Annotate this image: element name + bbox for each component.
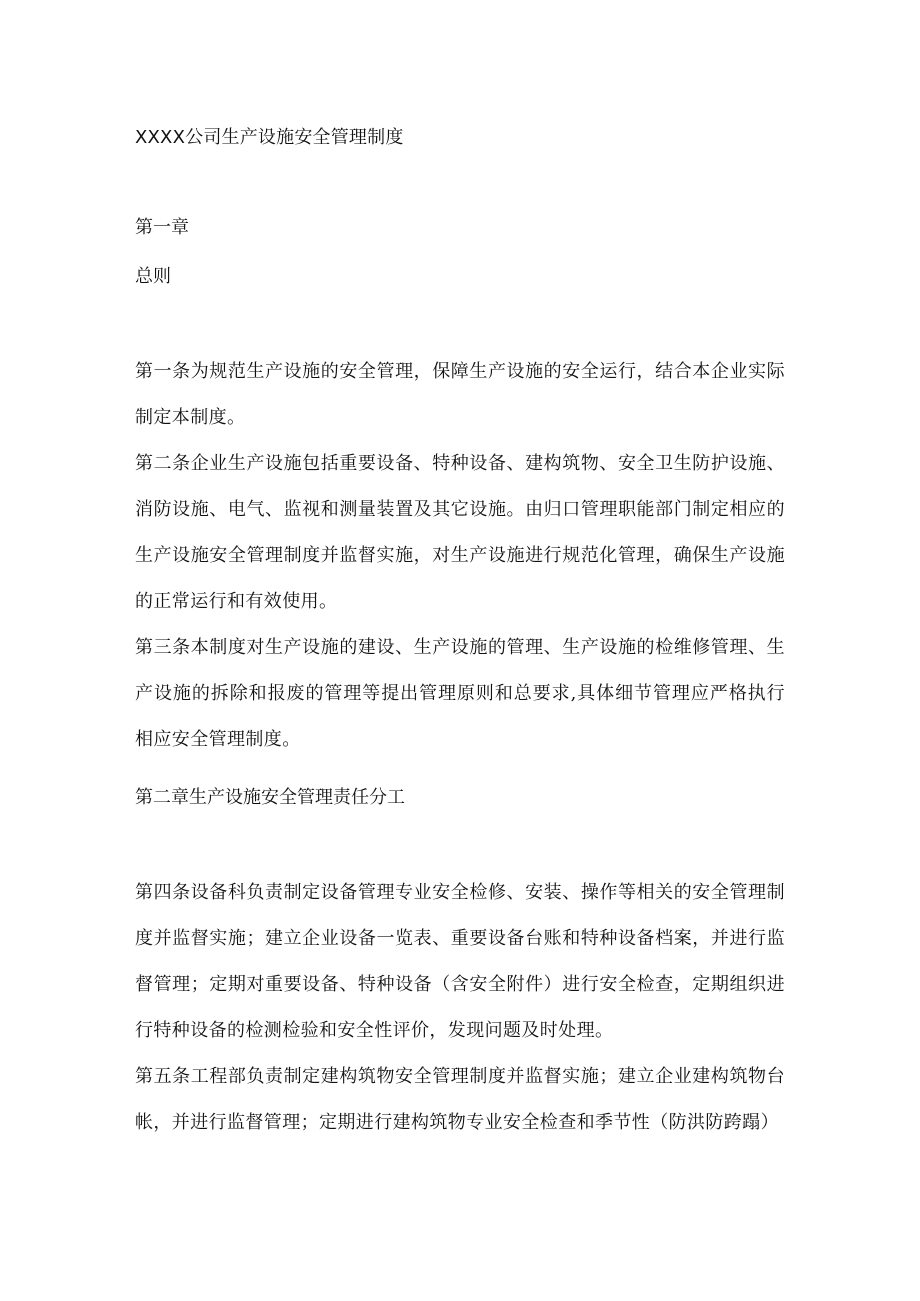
chapter-2-heading: 第二章生产设施安全管理责任分工 bbox=[135, 787, 405, 808]
article-4: 第四条设备科负责制定设备管理专业安全检修、安装、操作等相关的安全管理制度并监督实施；建立企业设备一览表、重要设备台账和特种设备档案，并进行监督管理；定期对重要设备、特种设备（含安全附件）进行安全检查，定期组织进行特种设备的检测检验和安全性评价，发现问题及时处理。 bbox=[135, 882, 785, 1041]
article-5: 第五条工程部负责制定建构筑物安全管理制度并监督实施；建立企业建构筑物台帐，并进行监督管理；定期进行建构筑物专业安全检查和季节性（防洪防跨蹋） bbox=[135, 1066, 785, 1133]
document-title: XXXX公司生产设施安全管理制度 bbox=[135, 127, 404, 148]
article-1: 第一条为规范生产设施的安全管理，保障生产设施的安全运行，结合本企业实际制定本制度。 bbox=[135, 361, 785, 428]
article-2: 第二条企业生产设施包括重要设备、特种设备、建构筑物、安全卫生防护设施、消防设施、电气、监视和测量装置及其它设施。由归口管理职能部门制定相应的生产设施安全管理制度并监督实施，对生产设施进行规范化管理，确保生产设施的正常运行和有效使用。 bbox=[135, 453, 785, 612]
chapter-1-number: 第一章 bbox=[135, 217, 189, 238]
chapter-1-name: 总则 bbox=[135, 266, 171, 287]
article-3: 第三条本制度对生产设施的建设、生产设施的管理、生产设施的检维修管理、生产设施的拆除和报废的管理等提出管理原则和总要求,具体细节管理应严格执行相应安全管理制度。 bbox=[135, 637, 785, 750]
